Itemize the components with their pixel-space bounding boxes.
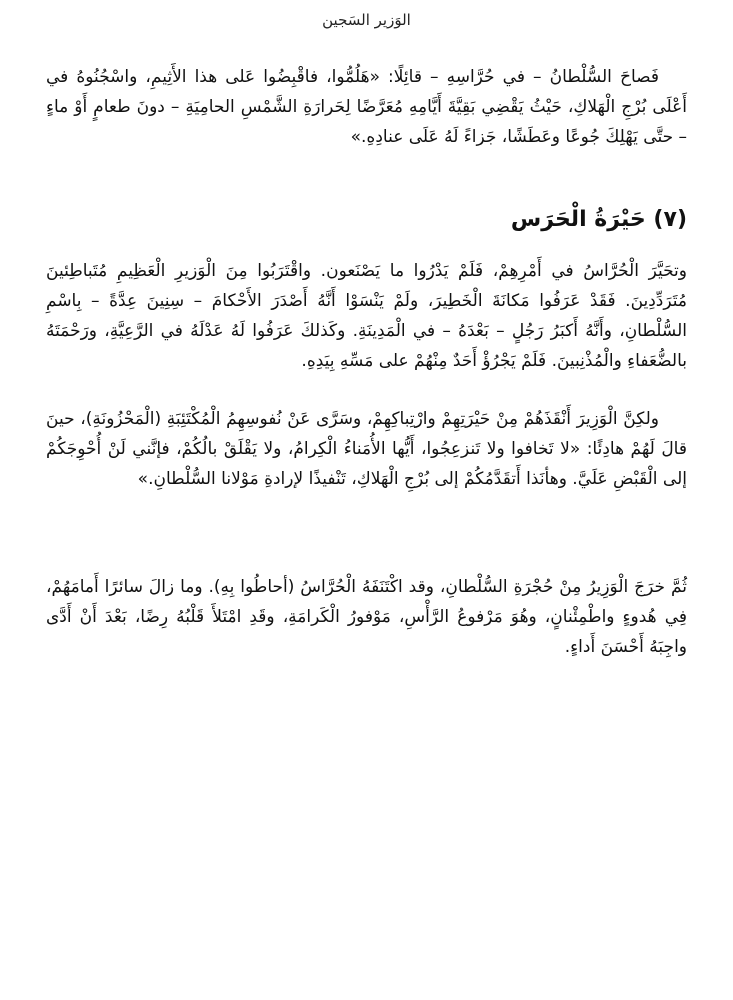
paragraph-4: ثُمَّ خرَجَ الْوَزِيرُ مِنْ حُجْرَةِ السُّلْطانِ، وقد اكْتَنَفَهُ الْحُرَّاسُ (أحاطُوا بِهِ). وما زالَ سائرًا أَمامَهُمْ، فِي هُدوءٍ واطْمِئْنانٍ، وهُوَ مَرْفوعُ الرَّأْسِ، مَوْفورُ الْكَرامَةِ، وقَدِ امْتَلأَ قَلْبُهُ رِضًا، بَعْدَ أَنْ أَدَّى واجِبَهُ أَحْسَنَ أَداءٍ. — [46, 577, 687, 657]
paragraph-2: وتحَيَّرَ الْحُرَّاسُ في أَمْرِهِمْ، فَلَمْ يَدْرُوا ما يَصْنَعون. واقْتَرَبُوا مِنَ الْوَزيرِ الْعَظِيمِ مُتَباطِئينَ مُتَرَدِّدِينَ. فَقَدْ عَرَفُوا مَكانَةَ الْخَطِيرَ، ولَمْ يَنْسَوْا أَنَّهُ أَصْدَرَ الأَحْكامَ – سِنِينَ عِدَّةً – بِاسْمِ السُّلْطانِ، وأَنَّهُ أَكبَرُ رَجُلٍ – بَعْدَهُ – في الْمَدِينَةِ. وكَذلكَ عَرَفُوا لَهُ عَدْلَهُ في الرَّعِيَّةِ، ورَحْمَتَهُ بالضُّعَفاءِ والْمُذْنِبينَ. فَلَمْ يَجْرُؤْ أَحَدٌ مِنْهُمْ على مَسِّهِ بِيَدِهِ. — [46, 261, 687, 371]
paragraph-1: فَصاحَ السُّلْطانُ – في حُرَّاسِهِ – قائِلًا: «هَلُمُّوا، فاقْبِضُوا عَلى هذا الأَثِيمِ، واسْجُنُوهُ في أَعْلَى بُرْجِ الْهَلاكِ، حَيْثُ يَقْضِي بَقِيَّةَ أَيَّامِهِ مُعَرَّضًا لِحَرارَةِ الشَّمْسِ الحامِيَةِ – دونَ طعامٍ أَوْ ماءٍ – حتَّى يَهْلِكَ جُوعًا وعَطَشًا، جَزاءً لَهُ عَلَى عنادِهِ.» — [46, 67, 687, 147]
running-header-title: الوَزير السَجين — [322, 11, 411, 29]
section-heading: (٧) حَيْرَةُ الْحَرَس — [510, 207, 687, 232]
paragraph-3: ولكِنَّ الْوَزِيرَ أَنْقَذَهُمْ مِنْ حَيْرَتِهِمْ وارْتِباكِهِمْ، وسَرَّى عَنْ نُفوسِهِمُ الْمُكْتَئِبَةِ (الْمَحْزُونَةِ)، حينَ قالَ لَهُمْ هادِئًا: «لا تَخافوا ولا تَنزعِجُوا، أَيُّها الأُمَناءُ الْكِرامُ، ولا يَقْلَقْ بالُكُمْ، فإنَّني لَنْ أُحْوِجَكُمْ إلى الْقَبْضِ عَلَيَّ. وهأنَذا أَتقَدَّمُكُمْ إلى بُرْجِ الْهَلاكِ، تَنْفيذًا لإرادةِ مَوْلانا السُّلْطانِ.» — [46, 409, 687, 489]
